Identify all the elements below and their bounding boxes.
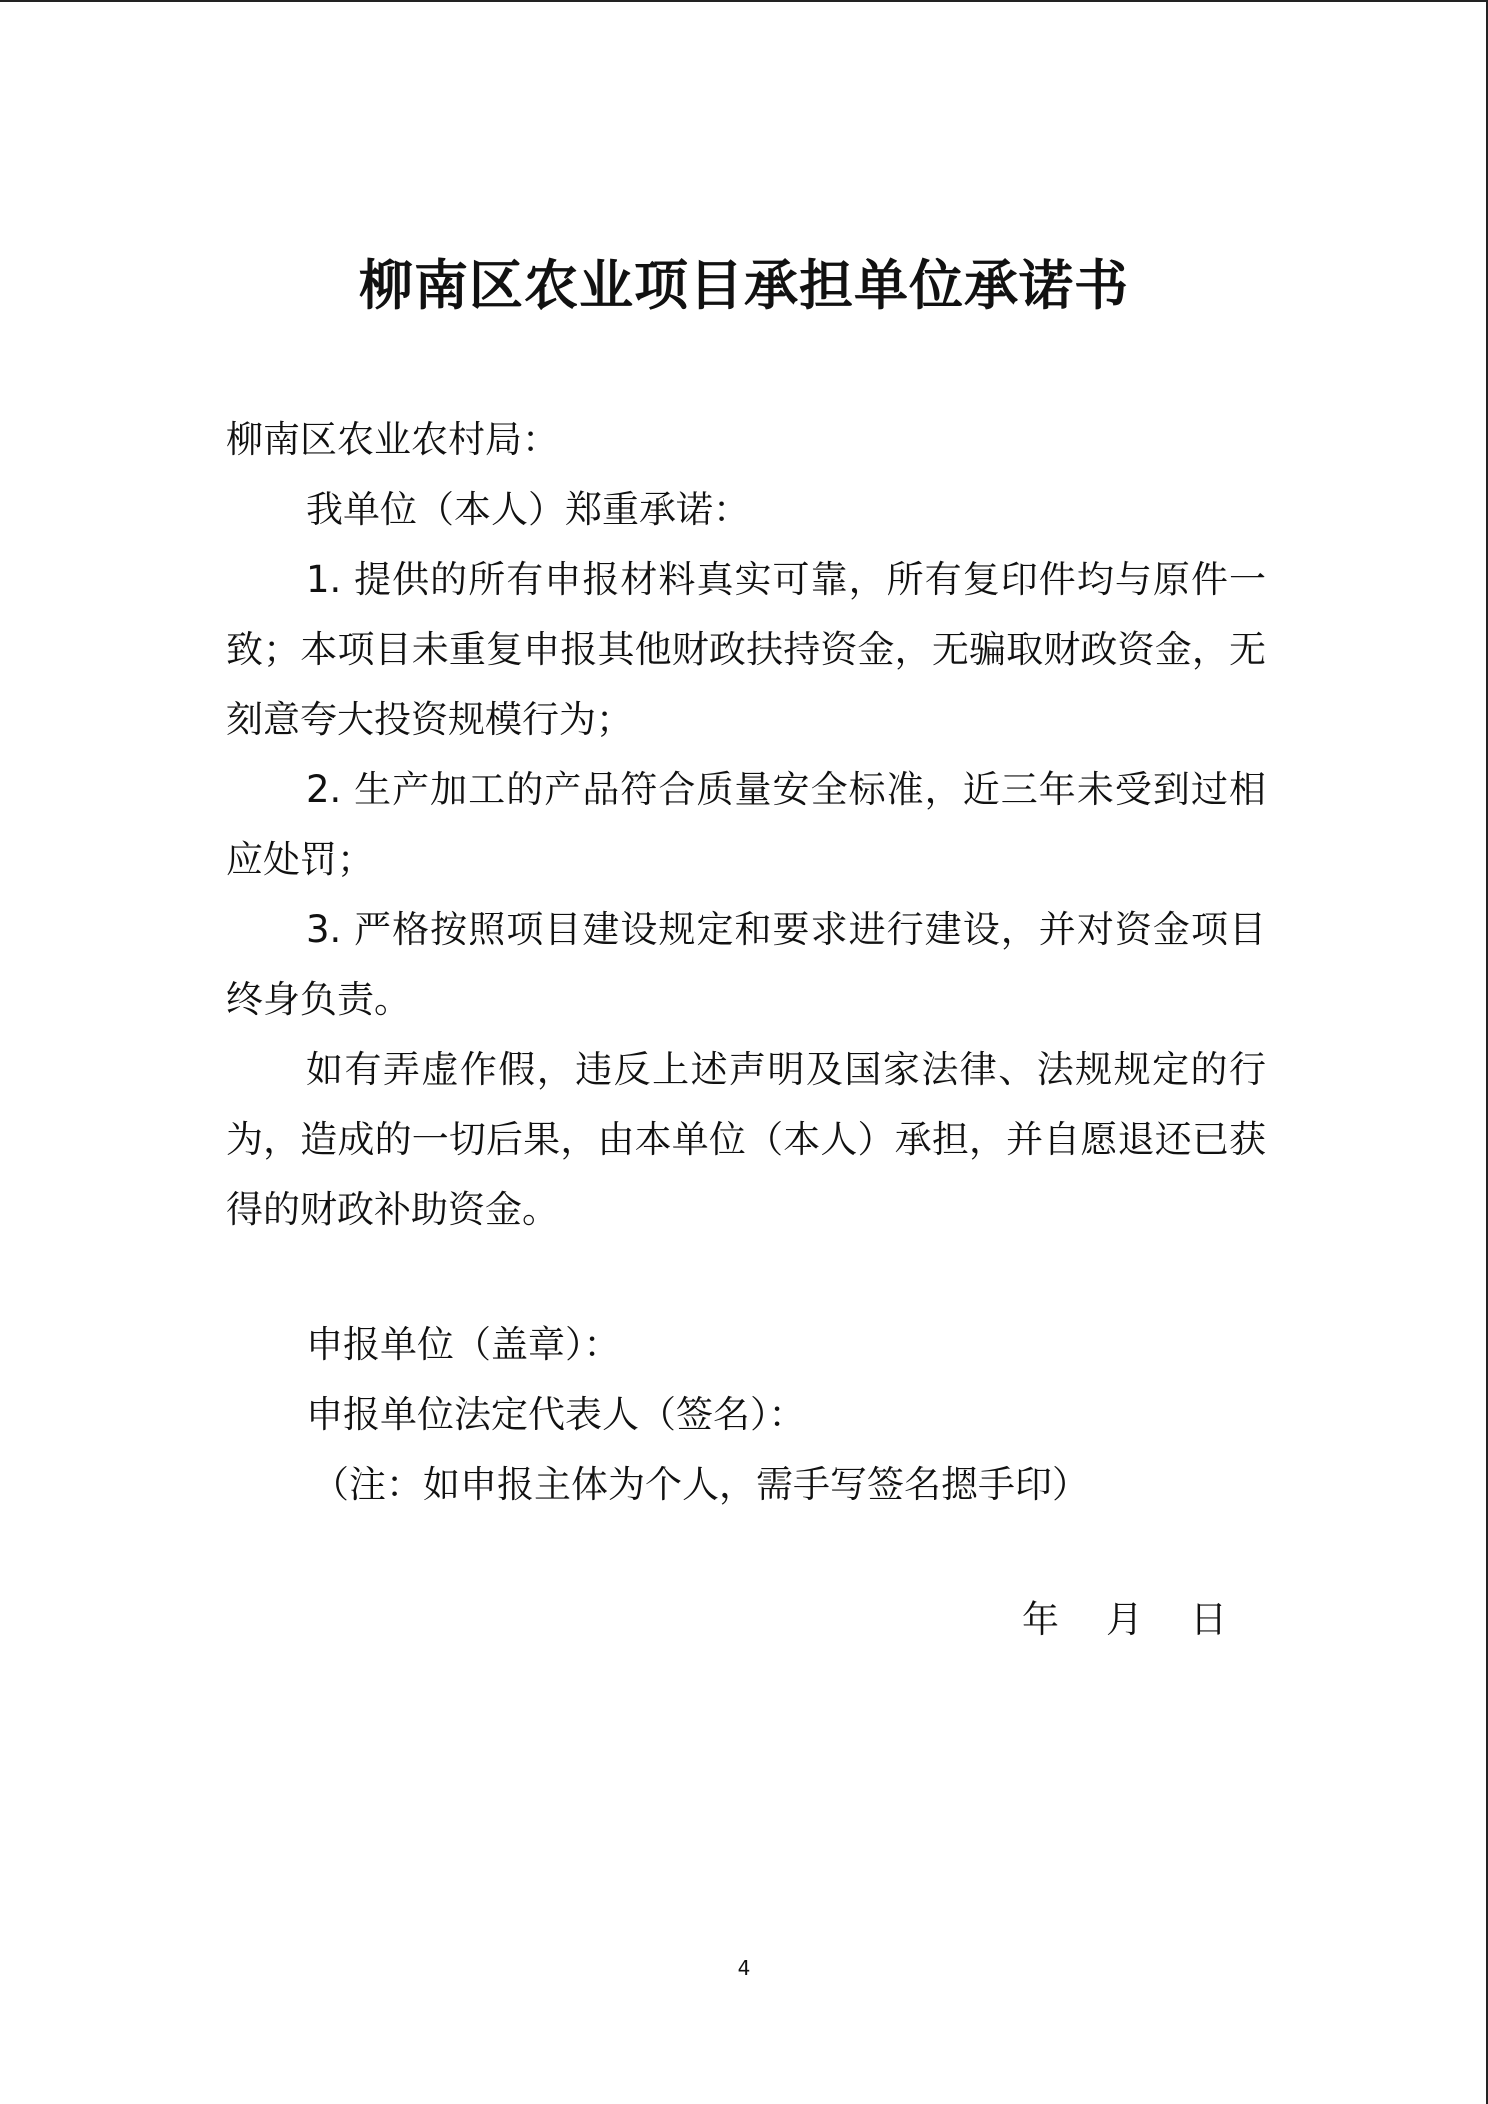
intro-statement: 我单位（本人）郑重承诺：: [306, 488, 750, 531]
commitment-item-3: 3. 严格按照项目建设规定和要求进行建设，并对资金项目终身负责。: [226, 908, 1266, 1021]
page-border-top: [0, 0, 1488, 2]
addressee: 柳南区农业农村局：: [226, 418, 559, 461]
legal-rep-signature-label: 申报单位法定代表人（签名）：: [306, 1393, 806, 1436]
document-title: 柳南区农业项目承担单位承诺书: [359, 253, 1129, 317]
signature-note: （注：如申报主体为个人，需手写签名摁手印）: [312, 1463, 1089, 1506]
signature-block: [306, 1310, 1089, 1520]
commitment-item-1: 1. 提供的所有申报材料真实可靠，所有复印件均与原件一致；本项目未重复申报其他财政扶持资金，无骗取财政资金，无刻意夸大投资规模行为；: [226, 558, 1266, 741]
closing-statement: 如有弄虚作假，违反上述声明及国家法律、法规规定的行为，造成的一切后果，由本单位（本人）承担，并自愿退还已获得的财政补助资金。: [226, 1048, 1266, 1231]
document-body: [226, 405, 1266, 1245]
unit-seal-label: 申报单位（盖章）：: [306, 1323, 621, 1366]
page-number: 4: [737, 1956, 751, 1980]
commitment-item-2: 2. 生产加工的产品符合质量安全标准，近三年未受到过相应处罚；: [226, 768, 1266, 881]
date-line: 年 月 日: [1022, 1598, 1228, 1641]
